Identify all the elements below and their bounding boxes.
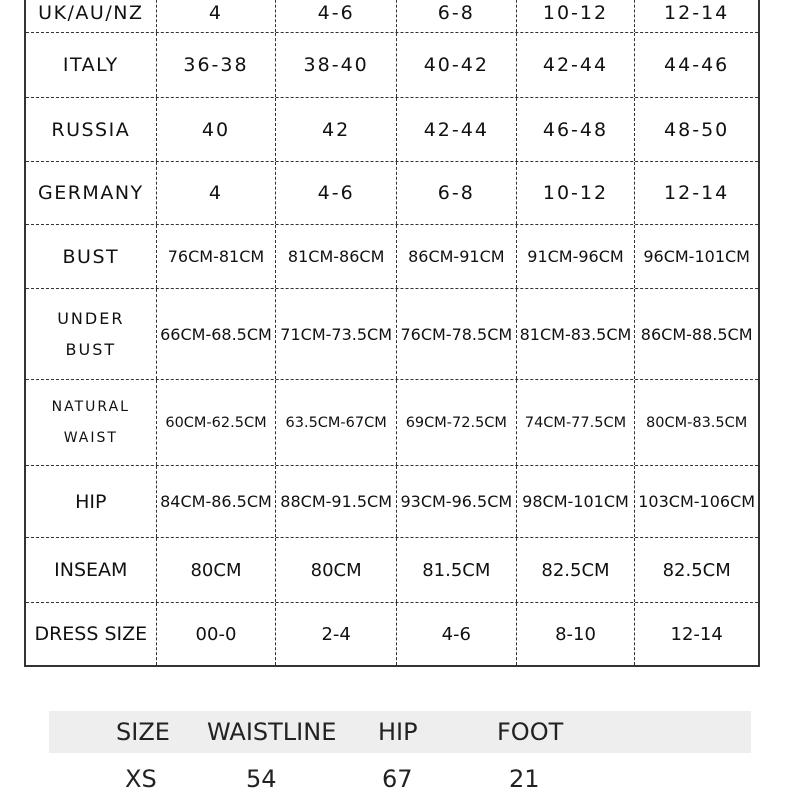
size-conversion-table [24, 0, 760, 667]
table-row-germany [26, 162, 758, 225]
table-cell: 40 [156, 98, 276, 161]
row-label-under-bust [26, 289, 156, 379]
table-cell: 42 [275, 98, 396, 161]
table-cell: 74CM-77.5CM [516, 380, 635, 465]
row-label-uk: UK/AU/NZ [38, 2, 144, 24]
table-cell: 63.5CM-67CM [275, 380, 396, 465]
table-row-under-bust [26, 289, 758, 380]
table-cell: 21 [509, 765, 540, 793]
table-cell: 8-10 [516, 603, 635, 665]
row-label-natural-waist [26, 380, 156, 465]
table-cell: 91CM-96CM [516, 225, 635, 288]
table-cell: 76CM-78.5CM [396, 289, 516, 379]
table-row [49, 753, 751, 805]
table-row-dress-size [26, 603, 758, 665]
table-cell: 44-46 [634, 33, 758, 97]
table-cell: 86CM-88.5CM [634, 289, 758, 379]
row-label-italy: ITALY [62, 54, 119, 76]
table-cell: 42-44 [396, 98, 516, 161]
table-cell: 103CM-106CM [634, 466, 758, 537]
table-cell: 60CM-62.5CM [156, 380, 276, 465]
table-row-hip [26, 466, 758, 538]
table-row-natural-waist [26, 380, 758, 466]
table-cell: 80CM [156, 538, 276, 602]
table-cell: 76CM-81CM [156, 225, 276, 288]
table-row-italy [26, 33, 758, 98]
table-cell: 82.5CM [634, 538, 758, 602]
table-cell: 4-6 [275, 0, 396, 32]
table-cell: 98CM-101CM [516, 466, 635, 537]
table-cell: 54 [246, 765, 277, 793]
table-cell: 82.5CM [516, 538, 635, 602]
row-label-line: NATURAL [51, 398, 130, 415]
table-cell: 48-50 [634, 98, 758, 161]
table-cell: 81CM-86CM [275, 225, 396, 288]
table-cell: 4-6 [275, 162, 396, 224]
table-cell: 96CM-101CM [634, 225, 758, 288]
table-cell: 4-6 [396, 603, 516, 665]
table-cell: 4 [156, 162, 276, 224]
table-cell: 81.5CM [396, 538, 516, 602]
table-cell: 40-42 [396, 33, 516, 97]
header-size: SIZE [116, 718, 170, 746]
row-label-line: BUST [65, 340, 117, 359]
table-cell: 2-4 [275, 603, 396, 665]
row-label-germany: GERMANY [38, 182, 144, 204]
table-cell: 81CM-83.5CM [516, 289, 635, 379]
table-cell: 10-12 [516, 162, 635, 224]
table-cell: 12-14 [634, 0, 758, 32]
table-cell: 42-44 [516, 33, 635, 97]
table-cell: 69CM-72.5CM [396, 380, 516, 465]
table-cell: 12-14 [634, 162, 758, 224]
measurement-table [49, 711, 751, 805]
table-row-inseam [26, 538, 758, 603]
row-label-russia: RUSSIA [51, 118, 131, 141]
table-cell: 71CM-73.5CM [275, 289, 396, 379]
table-cell: 6-8 [396, 0, 516, 32]
table-cell: 84CM-86.5CM [156, 466, 276, 537]
row-label-line: UNDER [57, 309, 125, 328]
table-cell: 00-0 [156, 603, 276, 665]
table-cell: 4 [156, 0, 276, 32]
table-cell: 67 [382, 765, 413, 793]
table-cell: 36-38 [156, 33, 276, 97]
table-row-uk [26, 0, 758, 33]
header-waistline: WAISTLINE [207, 718, 337, 746]
measurement-table-header [49, 711, 751, 753]
row-label-dress-size: DRESS SIZE [34, 623, 148, 645]
table-cell: 86CM-91CM [396, 225, 516, 288]
row-label-bust: BUST [62, 245, 120, 268]
table-row-bust [26, 225, 758, 289]
row-label-hip: HIP [75, 490, 107, 513]
row-label-line: WAIST [63, 429, 118, 446]
table-cell: 93CM-96.5CM [396, 466, 516, 537]
table-cell: 46-48 [516, 98, 635, 161]
header-hip: HIP [378, 718, 418, 746]
table-cell: 88CM-91.5CM [275, 466, 396, 537]
table-cell: 12-14 [634, 603, 758, 665]
table-cell: 10-12 [516, 0, 635, 32]
table-cell: 66CM-68.5CM [156, 289, 276, 379]
table-cell: 38-40 [275, 33, 396, 97]
table-cell: 6-8 [396, 162, 516, 224]
table-row-russia [26, 98, 758, 162]
table-cell: 80CM [275, 538, 396, 602]
row-label-inseam: INSEAM [54, 559, 128, 581]
header-foot: FOOT [497, 718, 564, 746]
table-cell: XS [125, 765, 157, 793]
table-cell: 80CM-83.5CM [634, 380, 758, 465]
